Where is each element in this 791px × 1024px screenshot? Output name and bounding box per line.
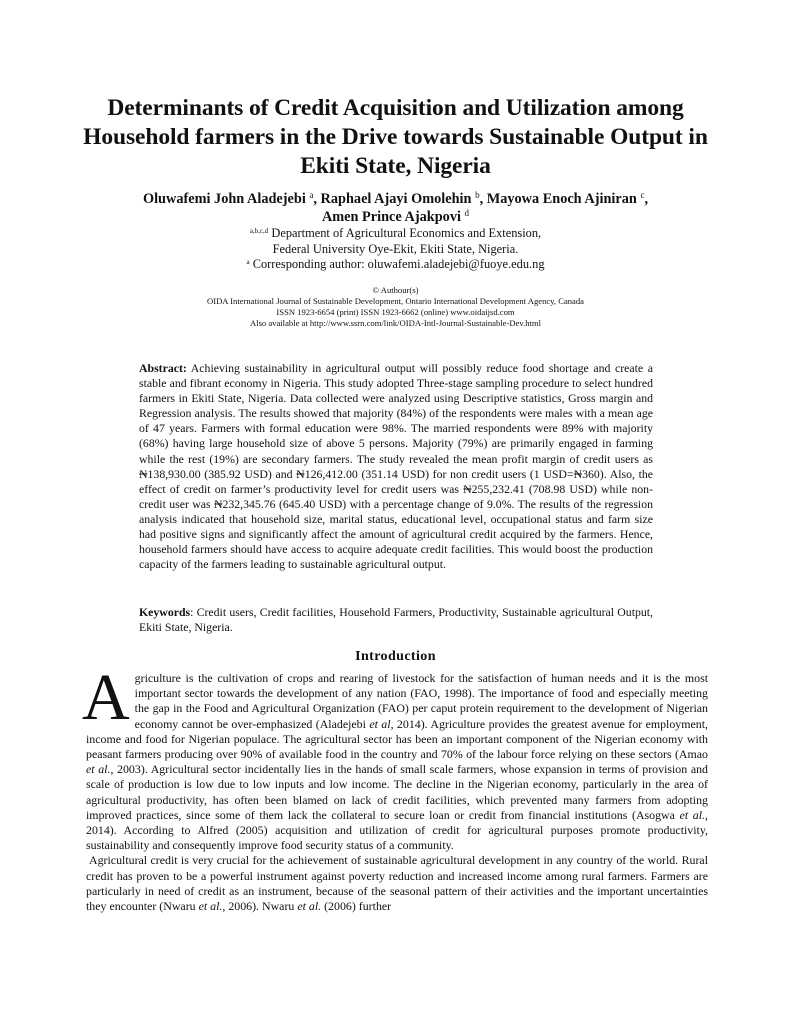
corresponding-author: Corresponding author: oluwafemi.aladejebi@fuoye.edu.ng [252,257,545,271]
text-run: , 2006). Nwaru [222,899,298,914]
journal-availability: Also available at http://www.ssrn.com/link/OIDA-Intl-Journal-Sustainable-Dev.html [249,318,542,328]
abstract-label: Abstract: [139,361,187,375]
citation-etal: et al. [86,762,111,777]
author-name: Raphael Ajayi Omolehin [320,191,472,207]
author-mark: d [464,208,470,218]
journal-issn: ISSN 1923-6654 (print) ISSN 1923-6662 (online) www.oidaijsd.com [276,307,515,317]
keywords-label: Keywords [139,605,191,619]
corresponding-mark: a [246,258,250,266]
text-run: , 2014). Agriculture provides the greatest avenue for employment, income and food for Nigerian populace. The agricultural sector has been an important component of the Nigerian economy with peasant farmers producing over 90% of available food in the country and 70% of the labour force relying on these sectors (Amao [86,716,708,762]
citation-etal: et al. [679,807,706,822]
text-run: , 2003). Agricultural sector incidentally lies in the hands of small scale farmers, whose expansion in terms of provision and scale of production is low due to low inputs and low income. The decline in the Nigerian economy, particularly in the area of agricultural productivity, has often been blamed on lack of credit facilities, which prevented many farmers from adopting improved practices, since some of them lack the collateral to secure loan or credit from financial institutions (Asogwa [86,762,708,822]
abstract [139,361,653,572]
author-list: Oluwafemi John Aladejebi $^a$, Raphael Ajayi Omolehin $^b$, Mayowa Enoch Ajiniran $^c$, Amen Prince Ajakpovi $^d$ [142,190,649,225]
author-name: Mayowa Enoch Ajiniran [486,191,637,207]
text-run: , 2014). According to Alfred (2005) acquisition and utilization of credit for agricultural purposes promote productivity, sustainability and consequently improve food security status of a community. [86,807,708,853]
text-run: (2006) further [321,899,392,914]
author-name: Amen Prince Ajakpovi [321,209,461,225]
drop-cap: A [82,661,130,734]
journal-info [130,285,661,329]
keywords [139,605,653,635]
citation-etal: et al. [297,899,322,914]
copyright-line: © Authour(s) [372,285,419,295]
affiliation-marks: a,b,c,d [249,227,269,235]
author-mark: c [640,190,645,200]
introduction-body [82,661,708,914]
text-run: griculture is the cultivation of crops and rearing of livestock for the satisfaction of human needs and it is the most important sector towards the development of any nation (FAO, 1998). The importance of food and especially meeting the gap in the Food and Agricultural Organization (FAO) per caput protein requirement to the development of Nigerian economy cannot be over-emphasized (Aladejebi [134,671,708,731]
affiliation-university: Federal University Oye-Ekit, Ekiti State, Nigeria. [272,241,519,256]
author-mark: a [309,190,314,200]
author-mark: b [475,190,480,200]
journal-name: OIDA International Journal of Sustainable Development, Ontario International Development Agency, Canada [207,296,584,306]
text-run: Agricultural credit is very crucial for the achievement of sustainable agricultural development in any country of the world. Rural credit has proven to be a powerful instrument against poverty reduction and increased income among rural farmers. Farmers are particularly in need of credit as an instrument, because of the seasonal pattern of their activities and the important uncertainties they encounter (Nwaru [86,853,708,914]
affiliation-department: Department of Agricultural Economics and Extension, [271,226,542,240]
paper-title: Determinants of Credit Acquisition and Utilization among Household farmers in the Drive towards Sustainable Output in Ekiti State, Nigeria [83,95,708,179]
keywords-text: : Credit users, Credit facilities, Household Farmers, Productivity, Sustainable agricultural Output, Ekiti State, Nigeria. [139,605,653,635]
author-name: Oluwafemi John Aladejebi [142,191,306,207]
introduction-paragraph [82,661,708,853]
introduction-paragraph [86,853,708,914]
citation-etal: et al [369,716,391,731]
affiliation-block [150,226,641,273]
abstract-text: Achieving sustainability in agricultural output will possibly reduce food shortage and create a stable and fibrant economy in Nigeria. This study adopted Three-stage sampling procedure to select hundred farmers in Ekiti State, Nigeria. Data collected were analyzed using Descriptive statistics, Gross margin and Regression analysis. The results showed that majority (84%) of the respondents were males with a mean age of 47 years. Farmers with formal education were 98%. The married respondents were 89% with majority (68%) having large household size of above 5 persons. Majority (79%) are primarily engaged in farming while the rest (19%) are secondary farmers. The study revealed the mean profit margin of credit users as ₦138,930.00 (385.92 USD) and ₦126,412.00 (351.14 USD) for non credit users (1 USD=₦360). Also, the effect of credit on farmer’s productivity level for credit users was ₦255,232.41 (708.98 USD) while non-credit user was ₦232,345.76 (645.40 USD) with a percentage change of 9.0%. The results of the regression analysis indicated that household size, marital status, educational level, occupational status and farm size had positive signs and significantly affect the amount of agricultural credit acquired by the farmers. Hence, household farmers should have access to acquire adequate credit facilities. This would boost the production capacity of the farmers leading to sustainable agricultural output. [139,361,653,572]
section-heading-introduction: Introduction [355,649,436,664]
citation-etal: et al. [198,899,223,914]
